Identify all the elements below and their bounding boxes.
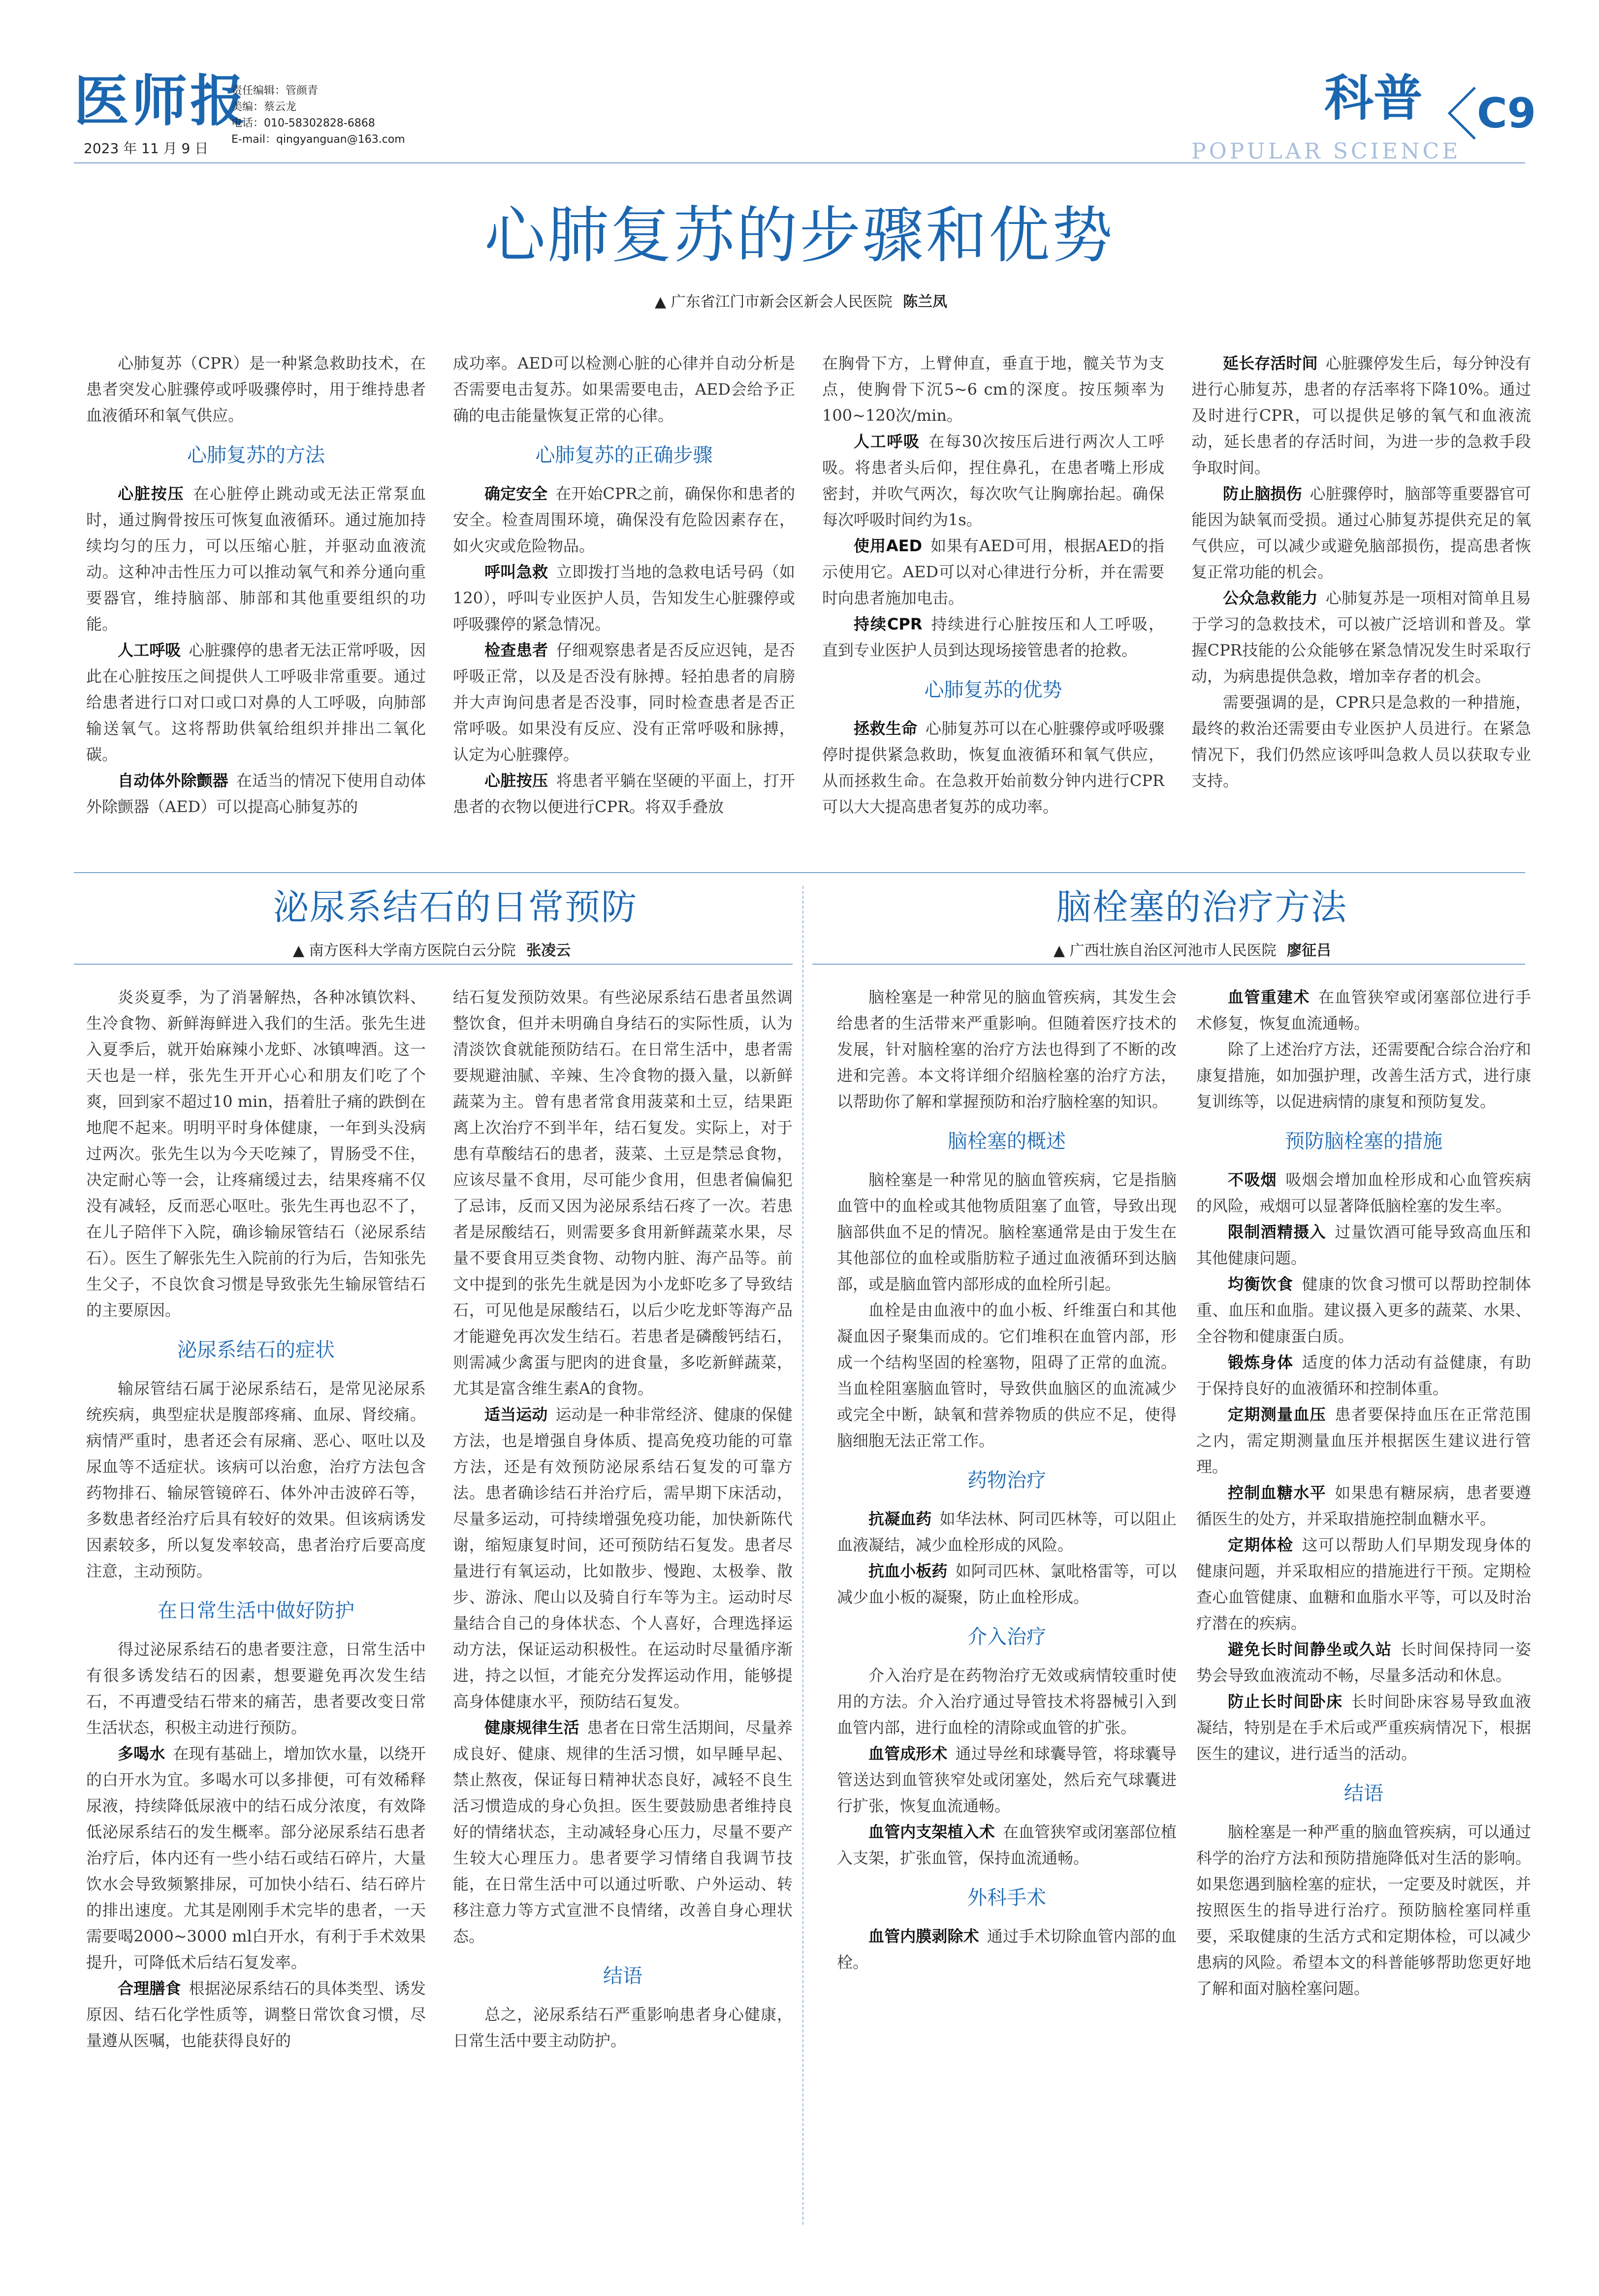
paragraph-lead: 呼叫急救 xyxy=(484,563,548,581)
newspaper-logo: 医师报 xyxy=(74,69,248,133)
paragraph-lead: 抗凝血药 xyxy=(868,1510,932,1528)
paragraph xyxy=(86,984,426,1323)
paragraph-lead: 定期体检 xyxy=(1228,1536,1294,1554)
paragraph xyxy=(837,1558,1177,1610)
paragraph xyxy=(86,1376,426,1584)
paragraph-lead: 自动体外除颤器 xyxy=(118,771,228,790)
paragraph xyxy=(1196,1402,1531,1480)
paragraph-text: 患者在日常生活期间，尽量养成良好、健康、规律的生活习惯，如早睡早起、禁止熬夜，保证每日精神状态良好，减轻不良生活习惯造成的身心负担。医生要鼓励患者维持良好的情绪状态，主动减轻身心压力，尽量不要产生较大心理压力。患者要学习情绪自我调节技能，在日常生活中可以通过听歌、户外运动、转移注意力等方式宣泄不良情绪，改善自身心理状态。 xyxy=(453,1718,793,1946)
article3-column-1 xyxy=(837,984,1177,1976)
paragraph xyxy=(837,1297,1177,1454)
paragraph xyxy=(453,350,795,429)
article1-column-4 xyxy=(1191,350,1531,794)
paragraph-text: 仔细观察患者是否反应迟钝，是否呼吸正常，以及是否没有脉搏。轻拍患者的肩膀并大声询问患者是否没事，同时检查患者是否正常呼吸。如果没有反应、没有正常呼吸和脉搏，认定为心脏骤停。 xyxy=(453,641,795,764)
paragraph-lead: 避免长时间静坐或久站 xyxy=(1228,1640,1392,1659)
paragraph xyxy=(822,716,1164,820)
paragraph xyxy=(822,350,1164,429)
paragraph xyxy=(453,1402,793,1715)
paragraph-text: 如果患有糖尿病，患者要遵循医生的处方，并采取措施控制血糖水平。 xyxy=(1196,1483,1531,1528)
paragraph xyxy=(837,1167,1177,1297)
paragraph xyxy=(1191,585,1531,690)
editor-info xyxy=(231,83,405,148)
paragraph xyxy=(453,559,795,637)
paragraph-lead: 不吸烟 xyxy=(1228,1170,1277,1189)
paragraph-text: 脑栓塞是一种严重的脑血管疾病，可以通过科学的治疗方法和预防措施降低对生活的影响。如果您遇到脑栓塞的症状，一定要及时就医，并按照医生的指导进行治疗。预防脑栓塞同样重要，采取健康的生活方式和定期体检，可以减少患病的风险。希望本文的科普能够帮助您更好地了解和面对脑栓塞问题。 xyxy=(1196,1823,1531,1998)
paragraph-text: 通过手术切除血管内部的血栓。 xyxy=(837,1927,1177,1972)
paragraph-text: 心肺复苏是一项相对简单且易于学习的急救技术，可以被广泛培训和普及。掌握CPR技能的公众能够在紧急情况发生时采取行动，为病患提供急救，增加幸存者的机会。 xyxy=(1191,589,1531,686)
paragraph xyxy=(453,984,793,1402)
paragraph xyxy=(86,1976,426,2054)
paragraph-text: 心脏骤停时，脑部等重要器官可能因为缺氧而受损。通过心肺复苏提供充足的氧气供应，可以减少或避免脑部损伤，提高患者恢复正常功能的机会。 xyxy=(1191,484,1531,581)
paragraph-lead: 健康规律生活 xyxy=(484,1718,579,1737)
contact-phone: 电话：010-58302828-6868 xyxy=(231,117,375,129)
section-heading: 结语 xyxy=(1344,1782,1383,1805)
paragraph-text: 在开始CPR之前，确保你和患者的安全。检查周围环境，确保没有危险因素存在，如火灾或危险物品。 xyxy=(453,484,795,555)
paragraph xyxy=(822,533,1164,611)
paragraph xyxy=(1196,1271,1531,1350)
paragraph-lead: 延长存活时间 xyxy=(1223,354,1318,373)
paragraph-lead: 检查患者 xyxy=(484,641,548,660)
paragraph xyxy=(837,1923,1177,1976)
article1-author: 陈兰凤 xyxy=(903,293,948,311)
article3-institution: ▲ 广西壮族自治区河池市人民医院 xyxy=(1054,942,1277,959)
paragraph-text: 通过导丝和球囊导管，将球囊导管送达到血管狭窄处或闭塞处，然后充气球囊进行扩张，恢复血流通畅。 xyxy=(837,1744,1177,1815)
paragraph-lead: 血管成形术 xyxy=(868,1744,948,1763)
article3-column-2 xyxy=(1196,984,1531,2002)
section-heading: 在日常生活中做好防护 xyxy=(158,1600,354,1622)
paragraph-lead: 持续CPR xyxy=(854,615,923,633)
paragraph xyxy=(86,350,426,429)
section-heading: 结语 xyxy=(603,1965,642,1987)
section-heading: 脑栓塞的概述 xyxy=(948,1130,1066,1153)
article2-column-2 xyxy=(453,984,793,2054)
paragraph-text: 心脏骤停发生后，每分钟没有进行心肺复苏，患者的存活率将下降10%。通过及时进行CPR，可以提供足够的氧气和血液流动，延长患者的存活时间，为进一步的急救手段争取时间。 xyxy=(1191,354,1531,477)
paragraph xyxy=(86,768,426,820)
article2-byline xyxy=(293,938,571,960)
paragraph-lead: 人工呼吸 xyxy=(854,432,920,451)
paragraph-lead: 均衡饮食 xyxy=(1228,1275,1294,1293)
article2-column-1 xyxy=(86,984,426,2054)
paragraph-lead: 拯救生命 xyxy=(854,719,918,738)
paragraph xyxy=(1196,1636,1531,1689)
paragraph xyxy=(1191,481,1531,585)
paragraph-lead: 确定安全 xyxy=(484,484,548,503)
section-heading: 外科手术 xyxy=(967,1887,1046,1909)
editor-name: 责任编辑：管颜青 xyxy=(231,85,319,97)
paragraph-text: 得过泌尿系结石的患者要注意，日常生活中有很多诱发结石的因素，想要避免再次发生结石，不再遭受结石带来的痛苦，患者要改变日常生活状态，积极主动进行预防。 xyxy=(86,1640,426,1737)
paragraph xyxy=(453,2002,793,2054)
paragraph xyxy=(837,984,1177,1115)
paragraph-lead: 使用AED xyxy=(854,536,923,555)
article2-author: 张凌云 xyxy=(526,942,571,959)
paragraph xyxy=(837,1741,1177,1819)
paragraph-text: 如华法林、阿司匹林等，可以阻止血液凝结，减少血栓形成的风险。 xyxy=(837,1510,1177,1554)
designer-name: 美编：蔡云龙 xyxy=(231,101,297,113)
paragraph-text: 在现有基础上，增加饮水量，以绕开的白开水为宜。多喝水可以多排便，可有效稀释尿液，持续降低尿液中的结石成分浓度，有效降低泌尿系结石的发生概率。部分泌尿系结石患者治疗后，体内还有一些小结石或结石碎片，大量饮水会导致频繁排尿，可加快小结石、结石碎片的排出速度。尤其是刚刚手术完毕的患者，一天需要喝2000~3000 ml白开水，有利于手术效果提升，可降低术后结石复发率。 xyxy=(86,1744,426,1972)
paragraph-text: 成功率。AED可以检测心脏的心律并自动分析是否需要电击复苏。如果需要电击，AED会给予正确的电击能量恢复正常的心律。 xyxy=(453,354,795,425)
article1-byline xyxy=(655,289,947,311)
article3-author: 廖征吕 xyxy=(1287,942,1332,959)
paragraph xyxy=(453,1715,793,1950)
paragraph xyxy=(1196,984,1531,1037)
section-heading: 预防脑栓塞的措施 xyxy=(1285,1130,1442,1153)
paragraph xyxy=(837,1819,1177,1871)
paragraph-lead: 限制酒精摄入 xyxy=(1228,1223,1326,1241)
paragraph-text: 总之，泌尿系结石严重影响患者身心健康，日常生活中要主动防护。 xyxy=(453,2005,793,2050)
paragraph-text: 如阿司匹林、氯吡格雷等，可以减少血小板的凝聚，防止血栓形成。 xyxy=(837,1562,1177,1606)
paragraph-text: 患者要保持血压在正常范围之内，需定期测量血压并根据医生建议进行管理。 xyxy=(1196,1405,1531,1476)
paragraph-text: 吸烟会增加血栓形成和心血管疾病的风险，戒烟可以显著降低脑栓塞的发生率。 xyxy=(1196,1170,1531,1215)
section-english-name: POPULAR SCIENCE xyxy=(1191,139,1461,164)
article1-bottom-rule xyxy=(74,872,1525,873)
masthead-rule xyxy=(74,162,1525,163)
article-separator xyxy=(802,886,803,2225)
paragraph-text: 脑栓塞是一种常见的脑血管疾病，它是指脑血管中的血栓或其他物质阻塞了血管，导致出现脑部供血不足的情况。脑栓塞通常是由于发生在其他部位的血栓或脂肪粒子通过血液循环到达脑部，或是脑血管内部形成的血栓所引起。 xyxy=(837,1170,1177,1293)
paragraph xyxy=(1196,1819,1531,2002)
paragraph xyxy=(1196,1167,1531,1219)
paragraph xyxy=(86,1741,426,1976)
paragraph-text: 过量饮酒可能导致高血压和其他健康问题。 xyxy=(1196,1223,1531,1267)
paragraph-text: 运动是一种非常经济、健康的保健方法，也是增强自身体质、提高免疫功能的可靠方法，还是有效预防泌尿系结石复发的可靠方法。患者确诊结石并治疗后，需早期下床活动，尽量多运动，可持续增强免疫功能，加快新陈代谢，缩短康复时间，还可预防结石复发。患者尽量进行有氧运动，比如散步、慢跑、太极拳、散步、游泳、爬山以及骑自行车等为主。运动时尽量结合自己的身体状态、个人喜好，合理选择运动方法，保证运动积极性。在运动时尽量循序渐进，持之以恒，才能充分发挥运动作用，能够提高身体健康水平，预防结石复发。 xyxy=(453,1405,793,1711)
paragraph xyxy=(837,1506,1177,1558)
paragraph-lead: 适当运动 xyxy=(484,1405,548,1424)
paragraph xyxy=(837,1663,1177,1741)
article1-column-3 xyxy=(822,350,1164,820)
paragraph-lead: 控制血糖水平 xyxy=(1228,1483,1326,1502)
paragraph-lead: 防止脑损伤 xyxy=(1223,484,1302,503)
paragraph-text: 在适当的情况下使用自动体外除颤器（AED）可以提高心肺复苏的 xyxy=(86,771,426,816)
paragraph-lead: 血管内支架植入术 xyxy=(868,1823,995,1841)
paragraph xyxy=(86,637,426,768)
paragraph-text: 在血管狭窄或闭塞部位进行手术修复，恢复血流通畅。 xyxy=(1196,988,1531,1033)
section-heading: 泌尿系结石的症状 xyxy=(177,1339,335,1361)
paragraph-lead: 公众急救能力 xyxy=(1223,589,1318,607)
paragraph-text: 健康的饮食习惯可以帮助控制体重、血压和血脂。建议摄入更多的蔬菜、水果、全谷物和健康蛋白质。 xyxy=(1196,1275,1531,1346)
article3-header-rule xyxy=(812,964,1525,965)
article1-institution: ▲ 广东省江门市新会区新会人民医院 xyxy=(655,293,893,311)
section-heading: 药物治疗 xyxy=(967,1469,1046,1492)
paragraph-text: 如果有AED可用，根据AED的指示使用它。AED可以对心律进行分析，并在需要时向患者施加电击。 xyxy=(822,536,1164,607)
paragraph-text: 持续进行心脏按压和人工呼吸，直到专业医护人员到达现场接管患者的抢救。 xyxy=(822,615,1164,660)
paragraph-text: 在心脏停止跳动或无法正常泵血时，通过胸骨按压可恢复血液循环。通过施加持续均匀的压力，可以压缩心脏，并驱动血液流动。这种冲击性压力可以推动氧气和养分通向重要器官，维持脑部、肺部和其他重要组织的功能。 xyxy=(86,484,426,633)
paragraph xyxy=(822,429,1164,533)
paragraph-text: 在胸骨下方，上臂伸直，垂直于地，髋关节为支点，使胸骨下沉5~6 cm的深度。按压频率为100~120次/min。 xyxy=(822,354,1164,425)
paragraph-text: 长时间保持同一姿势会导致血液流动不畅，尽量多活动和休息。 xyxy=(1196,1640,1531,1685)
paragraph xyxy=(822,611,1164,663)
paragraph xyxy=(1196,1689,1531,1767)
paragraph-lead: 心脏按压 xyxy=(118,484,185,503)
article2-header-rule xyxy=(74,964,793,965)
paragraph xyxy=(453,481,795,559)
paragraph-lead: 血管内膜剥除术 xyxy=(868,1927,979,1946)
article1-column-1 xyxy=(86,350,426,820)
section-heading: 心肺复苏的优势 xyxy=(924,679,1062,701)
paragraph-text: 在每30次按压后进行两次人工呼吸。将患者头后仰，捏住鼻孔，在患者嘴上形成密封，并吹气两次，每次吹气让胸廓抬起。确保每次呼吸时间约为1s。 xyxy=(822,432,1164,529)
paragraph-text: 心肺复苏可以在心脏骤停或呼吸骤停时提供紧急救助，恢复血液循环和氧气供应，从而拯救生命。在急救开始前数分钟内进行CPR可以大大提高患者复苏的成功率。 xyxy=(822,719,1164,816)
paragraph-text: 血栓是由血液中的血小板、纤维蛋白和其他凝血因子聚集而成的。它们堆积在血管内部，形成一个结构坚固的栓塞物，阻碍了正常的血流。当血栓阻塞脑血管时，导致供血脑区的血流减少或完全中断，缺氧和营养物质的供应不足，使得脑细胞无法正常工作。 xyxy=(837,1301,1177,1450)
paragraph-lead: 血管重建术 xyxy=(1228,988,1310,1006)
issue-date: 2023 年 11 月 9 日 xyxy=(84,140,209,157)
paragraph-lead: 多喝水 xyxy=(118,1744,165,1763)
paragraph xyxy=(1196,1037,1531,1115)
paragraph-text: 心脏骤停的患者无法正常呼吸，因此在心脏按压之间提供人工呼吸非常重要。通过给患者进行口对口或口对鼻的人工呼吸，向肺部输送氧气。这将帮助供氧给组织并排出二氧化碳。 xyxy=(86,641,426,764)
paragraph-lead: 合理膳食 xyxy=(118,1979,181,1998)
paragraph-text: 介入治疗是在药物治疗无效或病情较重时使用的方法。介入治疗通过导管技术将器械引入到血管内部，进行血栓的清除或血管的扩张。 xyxy=(837,1666,1177,1737)
article2-institution: ▲ 南方医科大学南方医院白云分院 xyxy=(293,942,516,959)
paragraph xyxy=(453,637,795,768)
article3-title: 脑栓塞的治疗方法 xyxy=(1056,886,1348,928)
paragraph-text: 适度的体力活动有益健康，有助于保持良好的血液循环和控制体重。 xyxy=(1196,1353,1531,1398)
chevron-left-icon xyxy=(1442,84,1482,143)
section-heading: 心肺复苏的方法 xyxy=(187,444,325,467)
paragraph-lead: 防止长时间卧床 xyxy=(1228,1692,1343,1711)
contact-email: E-mail：qingyanguan@163.com xyxy=(231,133,405,146)
paragraph xyxy=(1196,1480,1531,1532)
page-number: C9 xyxy=(1477,89,1536,137)
paragraph xyxy=(86,481,426,637)
paragraph xyxy=(86,1636,426,1741)
paragraph-text: 立即拨打当地的急救电话号码（如120），呼叫专业医护人员，告知发生心脏骤停或呼吸骤停的紧急情况。 xyxy=(453,563,795,633)
paragraph xyxy=(453,768,795,820)
paragraph-text: 在血管狭窄或闭塞部位植入支架，扩张血管，保持血流通畅。 xyxy=(837,1823,1177,1867)
paragraph xyxy=(1196,1219,1531,1271)
paragraph-text: 长时间卧床容易导致血液凝结，特别是在手术后或严重疾病情况下，根据医生的建议，进行适当的活动。 xyxy=(1196,1692,1531,1763)
paragraph-text: 脑栓塞是一种常见的脑血管疾病，其发生会给患者的生活带来严重影响。但随着医疗技术的发展，针对脑栓塞的治疗方法也得到了不断的改进和完善。本文将详细介绍脑栓塞的治疗方法，以帮助你了解和掌握预防和治疗脑栓塞的知识。 xyxy=(837,988,1177,1111)
paragraph-text: 根据泌尿系结石的具体类型、诱发原因、结石化学性质等，调整日常饮食习惯，尽量遵从医嘱，也能获得良好的 xyxy=(86,1979,426,2050)
paragraph-text: 除了上述治疗方法，还需要配合综合治疗和康复措施，如加强护理，改善生活方式，进行康复训练等，以促进病情的康复和预防复发。 xyxy=(1196,1040,1531,1111)
paragraph-text: 这可以帮助人们早期发现身体的健康问题，并采取相应的措施进行干预。定期检查心血管健康、血糖和血脂水平等，可以及时治疗潜在的疾病。 xyxy=(1196,1536,1531,1633)
article3-byline xyxy=(1054,938,1331,960)
paragraph-text: 将患者平躺在坚硬的平面上，打开患者的衣物以便进行CPR。将双手叠放 xyxy=(453,771,795,816)
paragraph-lead: 心脏按压 xyxy=(484,771,548,790)
section-heading: 介入治疗 xyxy=(967,1626,1046,1648)
paragraph-lead: 定期测量血压 xyxy=(1228,1405,1326,1424)
paragraph xyxy=(1191,350,1531,481)
article1-title: 心肺复苏的步骤和优势 xyxy=(484,200,1115,271)
section-name: 科普 xyxy=(1324,69,1423,127)
paragraph-lead: 抗血小板药 xyxy=(868,1562,948,1580)
section-heading: 心肺复苏的正确步骤 xyxy=(535,444,713,467)
paragraph-lead: 锻炼身体 xyxy=(1228,1353,1294,1372)
paragraph xyxy=(1196,1532,1531,1636)
paragraph-text: 需要强调的是，CPR只是急救的一种措施，最终的救治还需要由专业医护人员进行。在紧急情况下，我们仍然应该呼叫急救人员以获取专业支持。 xyxy=(1191,693,1531,790)
paragraph-text: 结石复发预防效果。有些泌尿系结石患者虽然调整饮食，但并未明确自身结石的实际性质，认为清淡饮食就能预防结石。在日常生活中，患者需要规避油腻、辛辣、生冷食物的摄入量，以新鲜蔬菜为主。曾有患者常食用菠菜和土豆，结果距离上次治疗不到半年，结石复发。实际上，对于患有草酸结石的患者，菠菜、土豆是禁忌食物，应该尽量不食用，尽可能少食用，但患者偏偏犯了忌讳，反而又因为泌尿系结石疼了一次。若患者是尿酸结石，则需要多食用新鲜蔬菜水果，尽量不要食用豆类食物、动物内脏、海产品等。前文中提到的张先生就是因为小龙虾吃多了导致结石，可见他是尿酸结石，以后少吃龙虾等海产品才能避免再次发生结石。若患者是磷酸钙结石，则需减少禽蛋与肥肉的进食量，多吃新鲜蔬菜，尤其是富含维生素A的食物。 xyxy=(453,988,793,1398)
article2-title: 泌尿系结石的日常预防 xyxy=(273,886,638,928)
paragraph-lead: 人工呼吸 xyxy=(118,641,181,660)
paragraph xyxy=(1196,1350,1531,1402)
paragraph xyxy=(1191,690,1531,794)
paragraph-text: 炎炎夏季，为了消暑解热，各种冰镇饮料、生冷食物、新鲜海鲜进入我们的生活。张先生进入夏季后，就开始麻辣小龙虾、冰镇啤酒。这一天也是一样，张先生开开心心和朋友们吃了个爽，回到家不超过10 min，捂着肚子痛的跌倒在地爬不起来。明明平时身体健康，一年到头没病过两次。张先生以为今天吃辣了，胃肠受不住，决定耐心等一会，让疼痛缓过去，结果疼痛不仅没有减轻，反而恶心呕吐。张先生再也忍不了，在儿子陪伴下入院，确诊输尿管结石（泌尿系结石）。医生了解张先生入院前的行为后，告知张先生父子，不良饮食习惯是导致张先生输尿管结石的主要原因。 xyxy=(86,988,426,1320)
paragraph-text: 心肺复苏（CPR）是一种紧急救助技术，在患者突发心脏骤停或呼吸骤停时，用于维持患者血液循环和氧气供应。 xyxy=(86,354,426,425)
paragraph-text: 输尿管结石属于泌尿系结石，是常见泌尿系统疾病，典型症状是腹部疼痛、血尿、肾绞痛。病情严重时，患者还会有尿痛、恶心、呕吐以及尿血等不适症状。该病可以治愈，治疗方法包含药物排石、输尿管镜碎石、体外冲击波碎石等，多数患者经治疗后具有较好的效果。但该病诱发因素较多，所以复发率较高，患者治疗后要高度注意，主动预防。 xyxy=(86,1379,426,1580)
article1-column-2 xyxy=(453,350,795,820)
